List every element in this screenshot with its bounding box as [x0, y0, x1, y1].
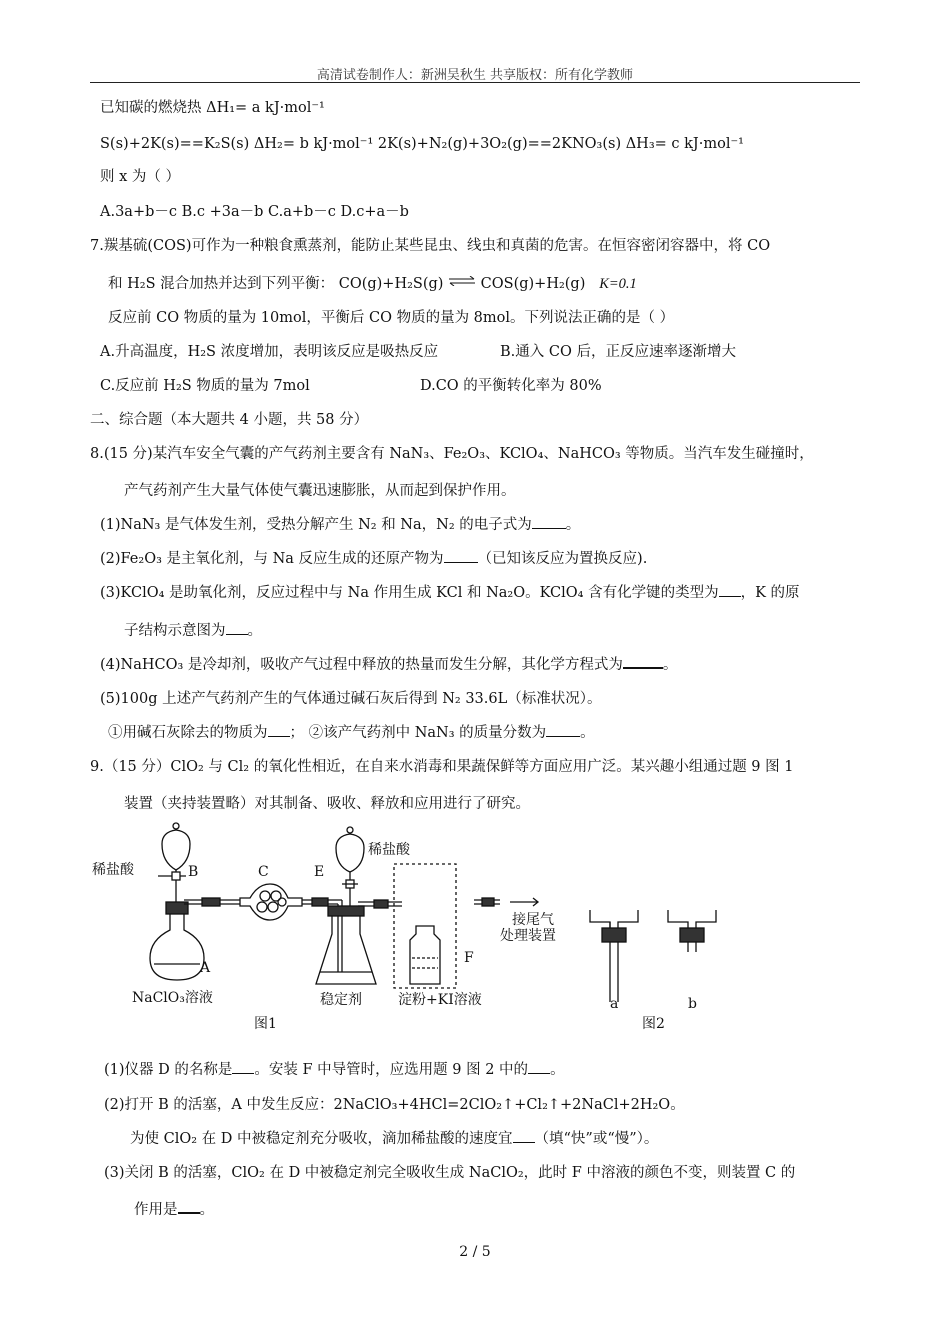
- fig-label-b: B: [188, 864, 199, 880]
- q9-part1-mid: 。安装 F 中导管时，应选用题 9 图 2 中的: [254, 1062, 529, 1078]
- q6-known: 已知碳的燃烧热 ΔH₁= a kJ·mol⁻¹: [100, 100, 325, 116]
- q7-stem-line2: [108, 274, 637, 294]
- q6-ask: 则 x 为（ ）: [100, 169, 181, 185]
- q8-part5a-end: 。: [580, 725, 595, 741]
- q7-stem-pre: 和 H₂S 混合加热并达到下列平衡：: [108, 276, 335, 292]
- answer-blank[interactable]: [226, 622, 248, 635]
- q7-k-value: K=0.1: [599, 276, 637, 292]
- q8-part5a-text: ①用碱石灰除去的物质为: [108, 725, 268, 741]
- fig-label-ki: 淀粉+KI溶液: [398, 992, 482, 1008]
- fig-label-tube-a: a: [610, 996, 619, 1012]
- q8-part2: [100, 549, 647, 569]
- answer-blank[interactable]: [268, 724, 290, 737]
- equilibrium-arrow-icon: [448, 276, 476, 286]
- answer-blank[interactable]: [623, 655, 663, 669]
- answer-blank[interactable]: [513, 1130, 535, 1143]
- q8-part3-mid: ，K 的原: [740, 585, 800, 601]
- fig-label-tail1: 接尾气: [512, 912, 554, 928]
- section-heading: 二、综合题（本大题共 4 小题，共 58 分）: [90, 412, 369, 428]
- q8-part3b-end: 。: [247, 623, 262, 639]
- answer-blank[interactable]: [232, 1061, 254, 1074]
- q9-part3b-text: 作用是: [134, 1202, 178, 1218]
- q8-part4: [100, 655, 677, 675]
- q8-part3b-text: 子结构示意图为: [124, 623, 226, 639]
- q9-stem-line1: 9.（15 分）ClO₂ 与 Cl₂ 的氧化性相近，在自来水消毒和果蔬保鲜等方面应用广泛。某兴趣小组通过题 9 图 1: [90, 759, 794, 775]
- q7-option-b: B.通入 CO 后，正反应速率逐渐增大: [500, 344, 736, 360]
- q8-part5: (5)100g 上述产气药剂产生的气体通过碱石灰后得到 N₂ 33.6L（标准状况）。: [100, 691, 602, 707]
- q8-part2-end: （已知该反应为置换反应).: [477, 551, 648, 567]
- q7-option-c: C.反应前 H₂S 物质的量为 7mol: [100, 378, 310, 394]
- q8-part3-text: (3)KClO₄ 是助氧化剂，反应过程中与 Na 作用生成 KCl 和 Na₂O。KClO₄ 含有化学键的类型为: [100, 585, 719, 601]
- apparatus-figure: [90, 822, 860, 1042]
- q9-stem-line2: 装置（夹持装置略）对其制备、吸收、释放和应用进行了研究。: [124, 796, 530, 812]
- page-number: 2 / 5: [459, 1244, 491, 1260]
- header-rule: [90, 82, 860, 83]
- fig-label-tube-b: b: [688, 996, 697, 1012]
- q7-stem-line1: 7.羰基硫(COS)可作为一种粮食熏蒸剂，能防止某些昆虫、线虫和真菌的危害。在恒容密闭容器中，将 CO: [90, 238, 771, 254]
- answer-blank[interactable]: [444, 550, 478, 563]
- q7-option-a: A.升高温度，H₂S 浓度增加，表明该反应是吸热反应: [100, 344, 439, 360]
- q9-part2: (2)打开 B 的活塞，A 中发生反应：2NaClO₃+4HCl=2ClO₂↑+Cl₂↑+2NaCl+2H₂O。: [104, 1097, 685, 1113]
- q6-options: A.3a+b－c B.c +3a－b C.a+b－c D.c+a－b: [100, 204, 409, 220]
- fig-label-hcl-right: 稀盐酸: [368, 842, 410, 858]
- q8-part3b: [124, 621, 262, 641]
- q8-part4-text: (4)NaHCO₃ 是冷却剂，吸收产气过程中释放的热量而发生分解，其化学方程式为: [100, 657, 623, 673]
- answer-blank[interactable]: [178, 1200, 200, 1214]
- q8-part1-end: 。: [565, 517, 581, 533]
- q8-part5a-mid: ； ②该产气药剂中 NaN₃ 的质量分数为: [289, 725, 547, 741]
- fig-caption-1: 图1: [254, 1016, 277, 1032]
- q9-part2b: [130, 1129, 658, 1149]
- fig-label-c: C: [258, 864, 269, 880]
- q7-eq-right: COS(g)+H₂(g): [480, 276, 586, 292]
- q6-equations: S(s)+2K(s)==K₂S(s) ΔH₂= b kJ·mol⁻¹ 2K(s)+N₂(g)+3O₂(g)==2KNO₃(s) ΔH₃= c kJ·mol⁻¹: [100, 136, 744, 152]
- funnel-b-icon: [162, 830, 190, 870]
- fig-label-tail2: 处理装置: [500, 928, 556, 944]
- fig-label-naclo3: NaClO₃溶液: [132, 990, 213, 1006]
- fig-label-stabilizer: 稳定剂: [320, 992, 362, 1008]
- fig-label-a: A: [200, 960, 211, 976]
- answer-blank[interactable]: [546, 724, 580, 737]
- q9-part2b-end: （填“快”或“慢”）。: [534, 1131, 659, 1147]
- q7-eq-left: CO(g)+H₂S(g): [338, 276, 444, 292]
- answer-blank[interactable]: [719, 584, 741, 597]
- q9-part1-end: 。: [550, 1062, 565, 1078]
- q8-part5a: [108, 723, 595, 743]
- q9-part2b-text: 为使 ClO₂ 在 D 中被稳定剂充分吸收，滴加稀盐酸的速度宜: [130, 1131, 513, 1147]
- q7-stem-line3: 反应前 CO 物质的量为 10mol，平衡后 CO 物质的量为 8mol。下列说法正确的是（ ）: [108, 310, 675, 326]
- q9-part3b-end: 。: [199, 1202, 214, 1218]
- q8-stem-line2: 产气药剂产生大量气体使气囊迅速膨胀，从而起到保护作用。: [124, 483, 516, 499]
- q8-part3: [100, 583, 800, 603]
- fig-label-hcl-left: 稀盐酸: [92, 862, 134, 878]
- q8-stem-line1: 8.(15 分)某汽车安全气囊的产气药剂主要含有 NaN₃、Fe₂O₃、KClO₄、NaHCO₃ 等物质。当汽车发生碰撞时，: [90, 446, 814, 462]
- answer-blank[interactable]: [532, 516, 566, 529]
- tube-a-icon: [590, 910, 638, 1002]
- flask-a-icon: [150, 912, 204, 980]
- q9-part1-text: (1)仪器 D 的名称是: [104, 1062, 233, 1078]
- fig-label-e: E: [314, 864, 325, 880]
- q8-part4-end: 。: [662, 657, 678, 673]
- q8-part1-text: (1)NaN₃ 是气体发生剂，受热分解产生 N₂ 和 Na，N₂ 的电子式为: [100, 517, 532, 533]
- q8-part2-text: (2)Fe₂O₃ 是主氧化剂，与 Na 反应生成的还原产物为: [100, 551, 444, 567]
- q7-option-d: D.CO 的平衡转化率为 80%: [420, 378, 602, 394]
- fig-label-f: F: [464, 950, 474, 966]
- answer-blank[interactable]: [528, 1061, 550, 1074]
- q9-part1: [104, 1060, 565, 1080]
- erlenmeyer-d-icon: [316, 914, 376, 984]
- q9-part3b: [134, 1200, 214, 1220]
- q8-part1: [100, 515, 580, 535]
- fig-caption-2: 图2: [642, 1016, 665, 1032]
- funnel-e-icon: [336, 834, 364, 872]
- page-header: 高清试卷制作人：新洲吴秋生 共享版权：所有化学教师: [316, 68, 634, 83]
- q9-part3: (3)关闭 B 的活塞，ClO₂ 在 D 中被稳定剂完全吸收生成 NaClO₂，此时 F 中溶液的颜色不变，则装置 C 的: [104, 1165, 796, 1181]
